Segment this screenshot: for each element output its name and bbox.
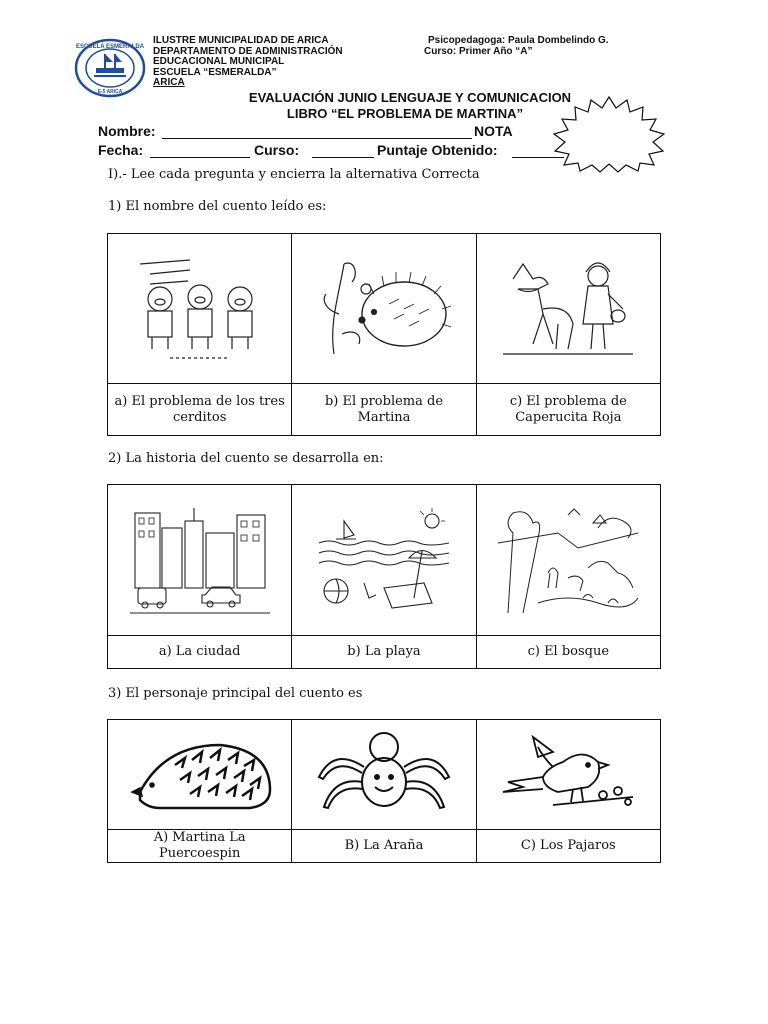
school-seal [74, 38, 146, 98]
image-hedgehog-flower [292, 234, 476, 384]
option-3b[interactable]: B) La Araña [292, 830, 476, 863]
question-1-table [107, 233, 661, 436]
svg-text:E-5 ARICA: E-5 ARICA [97, 89, 123, 95]
question-3-table [107, 719, 661, 863]
image-spider [292, 720, 476, 830]
fecha-label: Fecha: [98, 142, 144, 158]
exam-title: EVALUACIÓN JUNIO LENGUAJE Y COMUNICACION [248, 90, 572, 105]
image-hedgehog [108, 720, 292, 830]
option-3c[interactable]: C) Los Pajaros [476, 830, 660, 863]
option-2a[interactable]: a) La ciudad [108, 636, 292, 669]
puntaje-input-line[interactable] [512, 157, 564, 158]
question-3: 3) El personaje principal del cuento es [108, 686, 363, 701]
book-title: LIBRO “EL PROBLEMA DE MARTINA” [286, 106, 524, 121]
question-1: 1) El nombre del cuento leído es: [108, 199, 327, 214]
question-2-table [107, 484, 661, 669]
curso-input-line[interactable] [312, 157, 374, 158]
image-city [108, 485, 292, 636]
header-municipality: ILUSTRE MUNICIPALIDAD DE ARICA [153, 35, 329, 46]
header-school: ESCUELA “ESMERALDA” [153, 66, 277, 78]
header-educational: EDUCACIONAL MUNICIPAL [153, 56, 285, 67]
image-bird [476, 720, 660, 830]
instruction: I).- Lee cada pregunta y encierra la alternativa Correcta [108, 167, 480, 182]
option-1b[interactable]: b) El problema de Martina [292, 384, 476, 436]
puntaje-label: Puntaje Obtenido: [377, 142, 498, 158]
nombre-input-line[interactable] [162, 138, 472, 139]
header-department: DEPARTAMENTO DE ADMINISTRACIÓN [153, 45, 343, 57]
curso-label: Curso: [254, 142, 300, 158]
question-2: 2) La historia del cuento se desarrolla en: [108, 451, 384, 466]
option-3a[interactable]: A) Martina La Puercoespin [108, 830, 292, 863]
option-2b[interactable]: b) La playa [292, 636, 476, 669]
image-three-pigs [108, 234, 292, 384]
option-1a[interactable]: a) El problema de los tres cerditos [108, 384, 292, 436]
nota-label: NOTA [474, 123, 513, 139]
image-wolf-riding-hood [476, 234, 660, 384]
option-1c[interactable]: c) El problema de Caperucita Roja [476, 384, 660, 436]
grade-star-box[interactable] [550, 95, 668, 173]
header-city: ARICA [153, 77, 185, 88]
option-2c[interactable]: c) El bosque [476, 636, 660, 669]
image-beach [292, 485, 476, 636]
fecha-input-line[interactable] [150, 157, 250, 158]
svg-text:ESCUELA ESMERALDA: ESCUELA ESMERALDA [75, 44, 145, 50]
header-course: Curso: Primer Año “A” [424, 45, 533, 57]
image-forest [476, 485, 660, 636]
nombre-label: Nombre: [98, 123, 156, 139]
header-psychopedagogue: Psicopedagoga: Paula Dombelindo G. [428, 35, 609, 46]
